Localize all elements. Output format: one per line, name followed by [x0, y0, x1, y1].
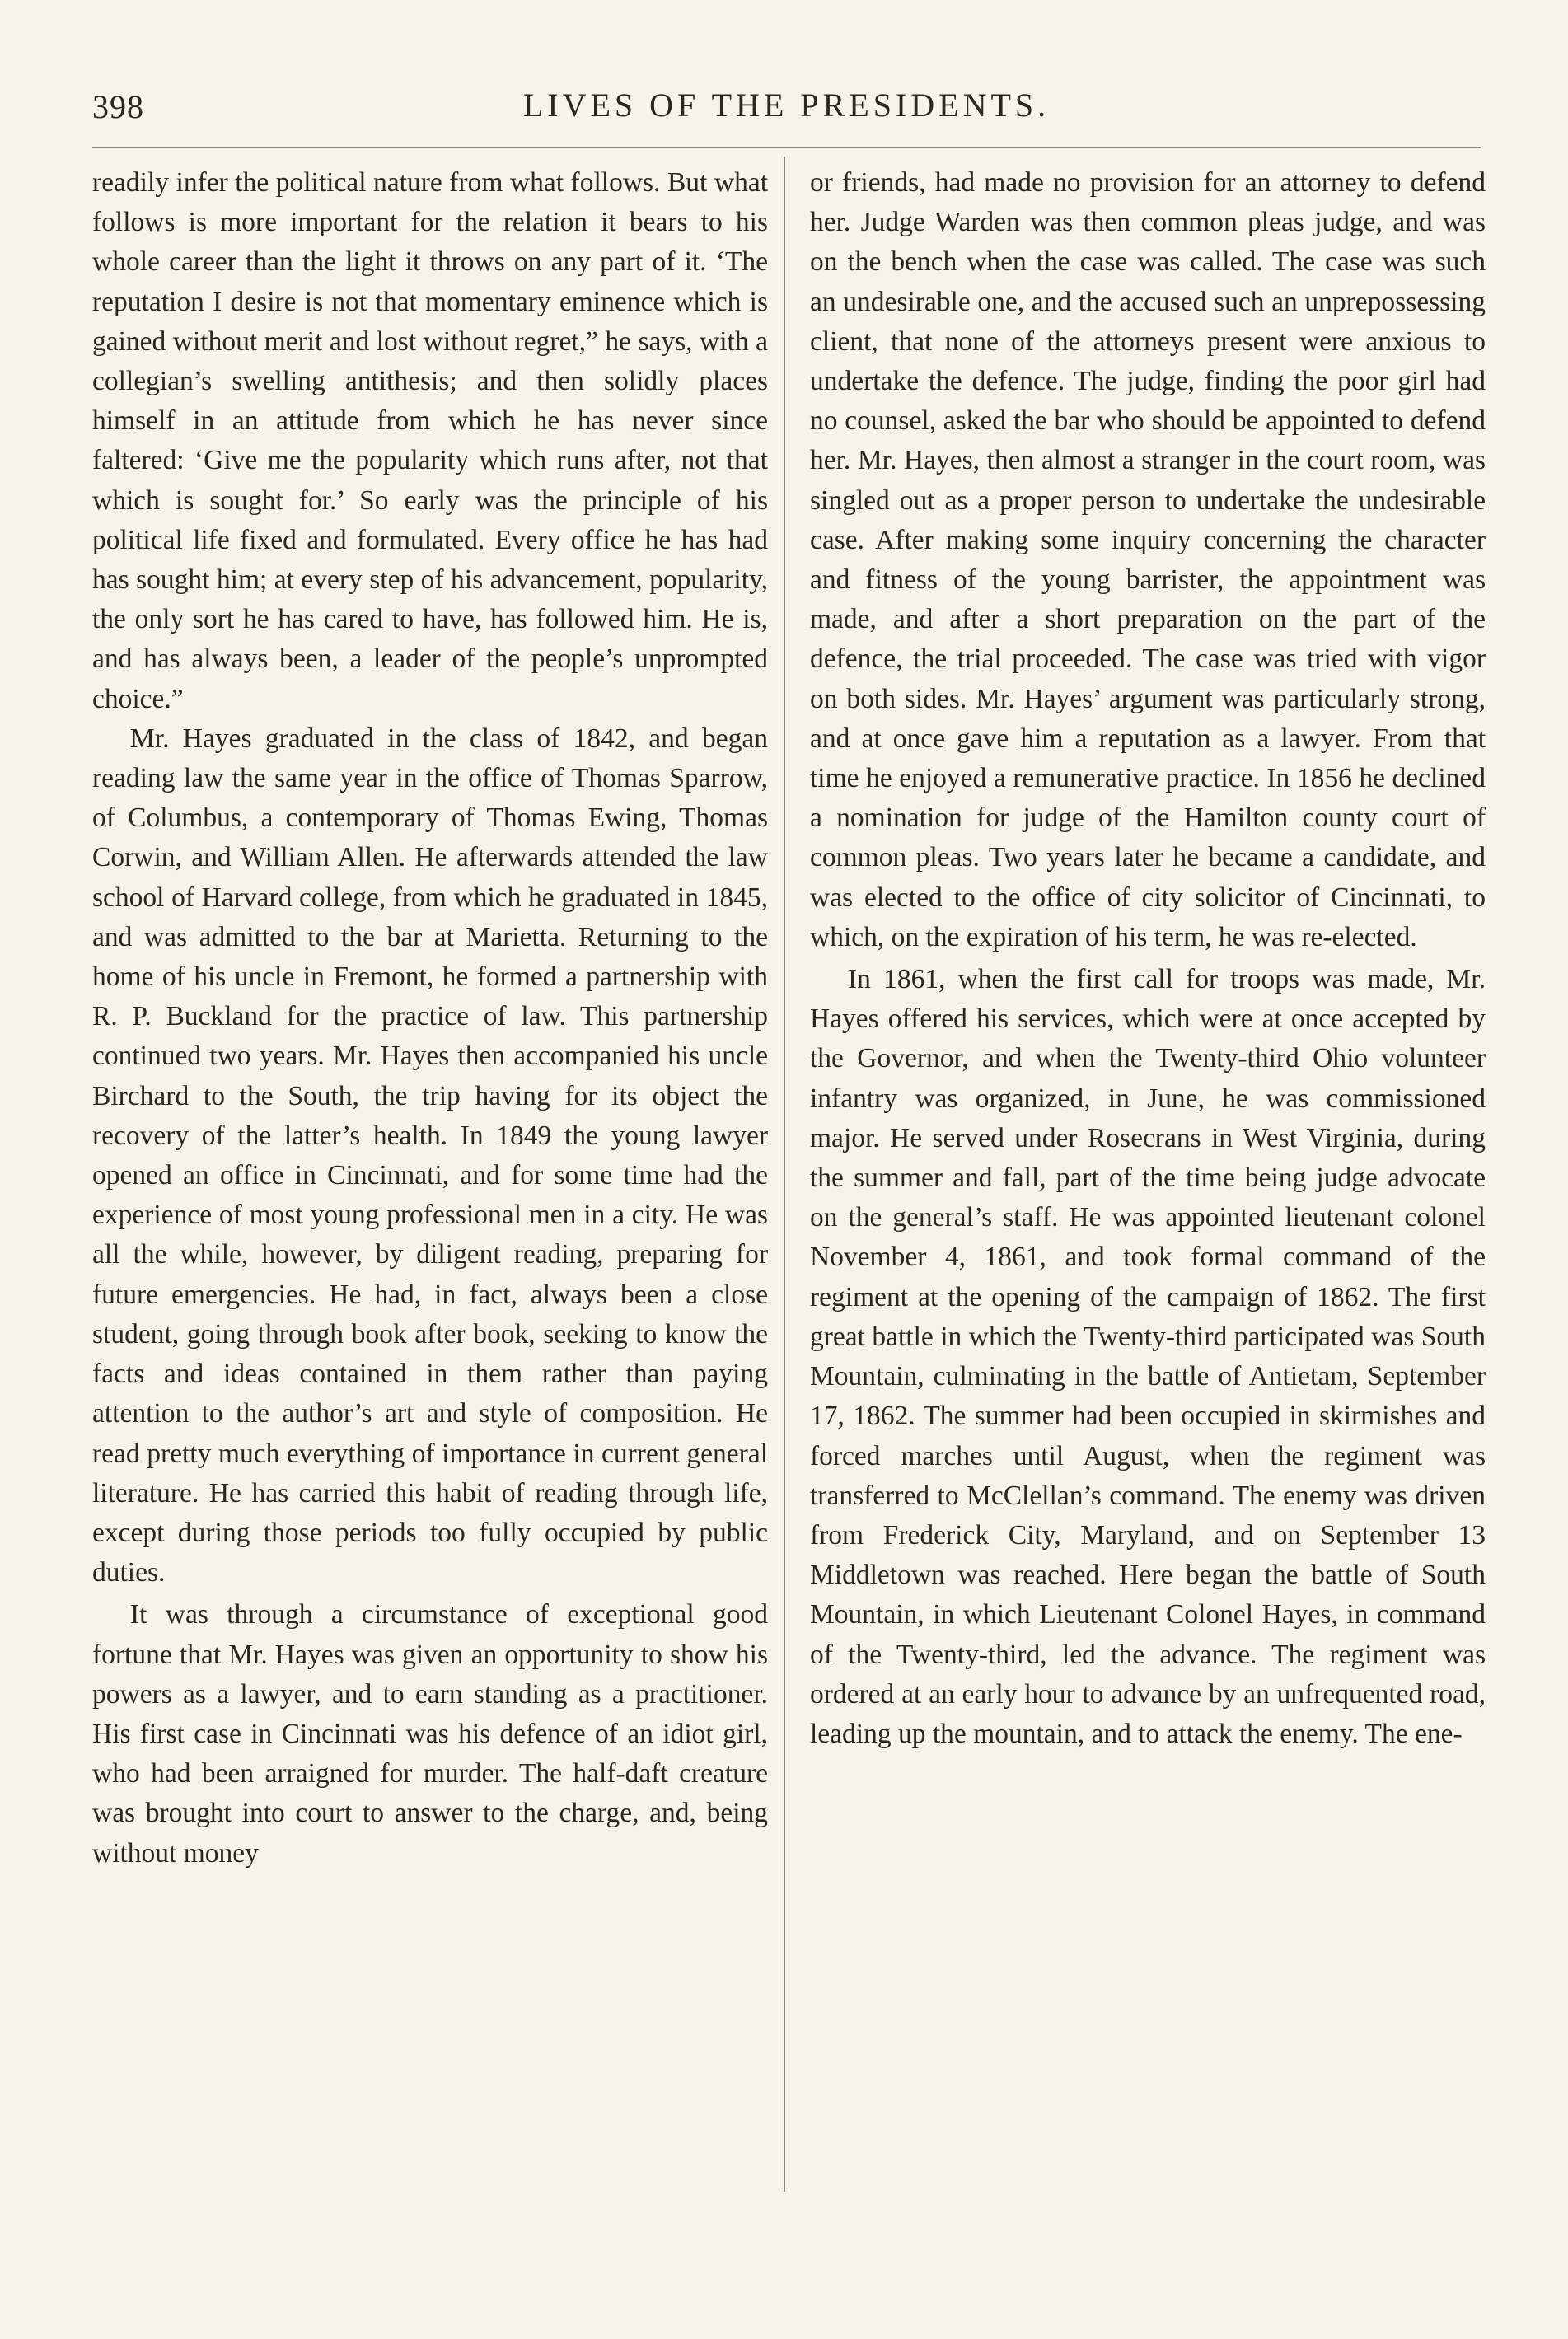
left-paragraph-3: It was through a circumstance of exceptional good fortune that Mr. Hayes was given an opportunity to show his powers as a lawyer, and to earn standing as a practitioner. His first case in Cincinnati was his defence of an idiot girl, who had been arraigned for murder. The half-daft creature was brought into court to answer to the charge, and, being without money: [92, 1599, 768, 1869]
running-title: LIVES OF THE PRESIDENTS.: [522, 87, 1051, 124]
left-paragraph-1: readily infer the political nature from what follows. But what follows is more important for the relation it bears to his whole career than the light it throws on any part of it. ‘The reputation I desire is not that momentary eminence which is gained without merit and lost without regret,” he says, with a collegian’s swelling antithesis; and then solidly places himself in an attitude from which he has never since faltered: ‘Give me the popularity which runs after, not that which is sought for.’ So early was the principle of his political life fixed and formulated. Every office he has had has sought him; at every step of his advancement, popularity, the only sort he has cared to have, has followed him. He is, and has always been, a leader of the people’s unprompted choice.”: [92, 167, 768, 714]
right-column: [810, 163, 1486, 1754]
left-paragraph-2: Mr. Hayes graduated in the class of 1842, and began reading law the same year in the office of Thomas Sparrow, of Columbus, a contemporary of Thomas Ewing, Thomas Corwin, and William Allen. He afterwards attended the law school of Harvard college, from which he graduated in 1845, and was admitted to the bar at Marietta. Returning to the home of his uncle in Fremont, he formed a partnership with R. P. Buckland for the practice of law. This partnership continued two years. Mr. Hayes then accompanied his uncle Birchard to the South, the trip having for its object the recovery of the latter’s health. In 1849 the young lawyer opened an office in Cincinnati, and for some time had the experience of most young professional men in a city. He was all the while, however, by diligent reading, preparing for future emergencies. He had, in fact, always been a close student, going through book after book, seeking to know the facts and ideas contained in them rather than paying attention to the author’s art and style of composition. He read pretty much everything of importance in current general literature. He has carried this habit of reading through life, except during those periods too fully occupied by public duties.: [92, 723, 768, 1588]
column-divider: [784, 157, 785, 2192]
header-rule: [92, 147, 1481, 148]
page-header: [92, 81, 1481, 138]
right-paragraph-1: or friends, had made no provision for an attorney to defend her. Judge Warden was then common pleas judge, and was on the bench when the case was called. The case was such an undesirable one, and the accused such an unprepossessing client, that none of the attorneys present were anxious to undertake the defence. The judge, finding the poor girl had no counsel, asked the bar who should be appointed to defend her. Mr. Hayes, then almost a stranger in the court room, was singled out as a proper person to undertake the undesirable case. After making some inquiry concerning the character and fitness of the young barrister, the appointment was made, and after a short preparation on the part of the defence, the trial proceeded. The case was tried with vigor on both sides. Mr. Hayes’ argument was particularly strong, and at once gave him a reputation as a lawyer. From that time he enjoyed a remunerative practice. In 1856 he declined a nomination for judge of the Hamilton county court of common pleas. Two years later he became a candidate, and was elected to the office of city solicitor of Cincinnati, to which, on the expiration of his term, he was re-elected.: [810, 167, 1486, 952]
left-column: [92, 163, 768, 1874]
page-number: 398: [92, 88, 144, 125]
right-paragraph-2: In 1861, when the first call for troops was made, Mr. Hayes offered his services, which were at once accepted by the Governor, and when the Twenty-third Ohio volunteer infantry was organized, in June, he was commissioned major. He served under Rosecrans in West Virginia, during the summer and fall, part of the time being judge advocate on the general’s staff. He was appointed lieutenant colonel November 4, 1861, and took formal command of the regiment at the opening of the campaign of 1862. The first great battle in which the Twenty-third participated was South Mountain, culminating in the battle of Antietam, September 17, 1862. The summer had been occupied in skirmishes and forced marches until August, when the regiment was transferred to McClellan’s command. The enemy was driven from Frederick City, Maryland, and on September 13 Middletown was reached. Here began the battle of South Mountain, in which Lieutenant Colonel Hayes, in command of the Twenty-third, led the advance. The regiment was ordered at an early hour to advance by an unfrequented road, leading up the mountain, and to attack the enemy. The ene-: [810, 964, 1486, 1749]
